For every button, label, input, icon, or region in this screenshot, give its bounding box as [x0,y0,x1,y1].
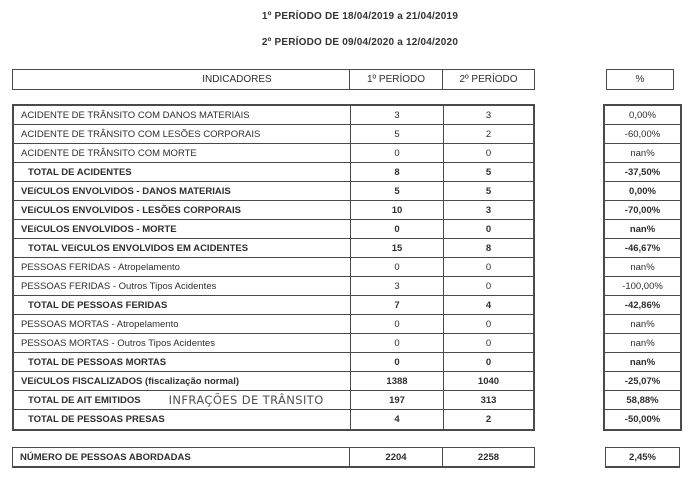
row-annotation: INFRAÇÕES DE TRÂNSITO [168,393,324,407]
period1-value: 10 [350,201,443,219]
table-row [14,372,533,391]
period2-title: 2º PERÍODO DE 09/04/2020 a 12/04/2020 [261,37,459,48]
row-label: ACIDENTE DE TRÂNSITO COM MORTE [21,147,197,159]
period2-value: 3 [443,106,533,124]
period1-value: 5 [350,125,443,143]
row-label: TOTAL VEíCULOS ENVOLVIDOS EM ACIDENTES [28,242,249,254]
row-label: TOTAL DE PESSOAS MORTAS [28,356,167,368]
period2-value: 2 [443,410,533,429]
period2-value: 0 [443,144,533,162]
table-row [14,258,533,277]
report-titles [24,11,696,48]
row-label-cell [14,277,350,295]
row-label-cell [14,391,350,409]
footer-period2-value: 2258 [442,448,534,466]
row-label-cell [14,106,350,124]
table-header-row [12,69,535,90]
period2-value: 0 [443,334,533,352]
table-row [14,410,533,429]
period1-value: 0 [350,220,443,238]
row-label: VEíCULOS FISCALIZADOS (fiscalização normal) [21,375,240,387]
row-label: VEíCULOS ENVOLVIDOS - DANOS MATERIAIS [21,185,231,197]
period2-value: 0 [443,258,533,276]
row-label: PESSOAS FERIDAS - Outros Tipos Acidentes [21,280,217,292]
row-label-cell [14,163,350,181]
footer-percent-value: 2,45% [605,447,680,468]
percent-cell: -37,50% [605,163,680,182]
period1-value: 1388 [350,372,443,390]
period2-value: 5 [443,182,533,200]
row-label: PESSOAS FERIDAS - Atropelamento [21,261,180,273]
row-label-cell [14,334,350,352]
period1-value: 15 [350,239,443,257]
percent-cell: -42,86% [605,296,680,315]
table-row [14,144,533,163]
period2-value: 0 [443,353,533,371]
period1-value: 8 [350,163,443,181]
table-row [14,353,533,372]
footer-period1-value: 2204 [349,448,442,466]
period2-value: 2 [443,125,533,143]
header-percent: % [606,69,674,90]
percent-cell: nan% [605,315,680,334]
percent-cell: -70,00% [605,201,680,220]
percent-cell: -46,67% [605,239,680,258]
period1-value: 197 [350,391,443,409]
period2-value: 313 [443,391,533,409]
percent-cell: -50,00% [624,414,661,425]
percent-column [603,104,682,431]
percent-cell: nan% [605,220,680,239]
table-row [14,220,533,239]
period2-value: 3 [443,201,533,219]
table-row [14,201,533,220]
period1-value: 0 [350,144,443,162]
header-indicators-label: INDICADORES [202,74,272,85]
row-label: TOTAL DE ACIDENTES [28,166,132,178]
table-row [14,163,533,182]
row-label: TOTAL DE PESSOAS PRESAS [28,414,165,425]
percent-cell: nan% [605,258,680,277]
row-label: TOTAL DE PESSOAS FERIDAS [28,299,168,311]
period1-value: 0 [350,353,443,371]
indicators-table [12,104,535,431]
period1-value: 3 [350,106,443,124]
percent-cell: 0,00% [605,106,680,125]
row-label: ACIDENTE DE TRÂNSITO COM LESÕES CORPORAIS [21,128,261,140]
period1-value: 0 [350,258,443,276]
table-row [14,334,533,353]
row-label-cell [14,201,350,219]
row-label-cell [14,144,350,162]
row-label-cell [14,315,350,333]
footer-table-row [12,447,535,468]
row-label-cell [14,125,350,143]
period2-value: 8 [443,239,533,257]
period2-value: 1040 [443,372,533,390]
period1-value: 0 [350,315,443,333]
table-row [14,315,533,334]
period1-value: 4 [350,410,443,429]
percent-cell: nan% [605,144,680,163]
row-label: TOTAL DE AIT EMITIDOS [28,394,141,406]
period2-value: 4 [443,296,533,314]
header-indicators [13,70,349,89]
percent-cell: -25,07% [605,372,680,391]
period2-value: 0 [443,220,533,238]
table-row [14,239,533,258]
footer-row-label: NÚMERO DE PESSOAS ABORDADAS [20,451,191,463]
row-label-cell [14,239,350,257]
row-label-cell [14,182,350,200]
period1-value: 3 [350,277,443,295]
row-label-cell [14,410,350,429]
row-label: VEíCULOS ENVOLVIDOS - MORTE [21,223,177,235]
table-row [14,125,533,144]
table-row [14,106,533,125]
row-label-cell [14,258,350,276]
period1-value: 0 [350,334,443,352]
header-period1: 1º PERÍODO [349,70,442,89]
percent-cell: 0,00% [605,182,680,201]
table-row [14,296,533,315]
row-label: VEíCULOS ENVOLVIDOS - LESÕES CORPORAIS [21,204,241,216]
row-label-cell [14,372,350,390]
percent-cell: -100,00% [605,277,680,296]
period2-value: 5 [443,163,533,181]
table-row [14,277,533,296]
table-row [14,182,533,201]
percent-cell: nan% [605,353,680,372]
percent-cell: nan% [605,334,680,353]
percent-cell: 58,88% [605,391,680,410]
row-label: PESSOAS MORTAS - Atropelamento [21,318,179,330]
row-label-cell [14,220,350,238]
period2-value: 0 [443,315,533,333]
row-label: ACIDENTE DE TRÂNSITO COM DANOS MATERIAIS [21,109,250,121]
row-label: PESSOAS MORTAS - Outros Tipos Acidentes [21,337,215,349]
period1-value: 5 [350,182,443,200]
table-row [14,391,533,410]
period1-title: 1º PERÍODO DE 18/04/2019 a 21/04/2019 [261,11,459,22]
header-period2: 2º PERÍODO [442,70,534,89]
period1-value: 7 [350,296,443,314]
row-label-cell [14,296,350,314]
percent-cell: -60,00% [605,125,680,144]
row-label-cell [14,353,350,371]
period2-value: 0 [443,277,533,295]
